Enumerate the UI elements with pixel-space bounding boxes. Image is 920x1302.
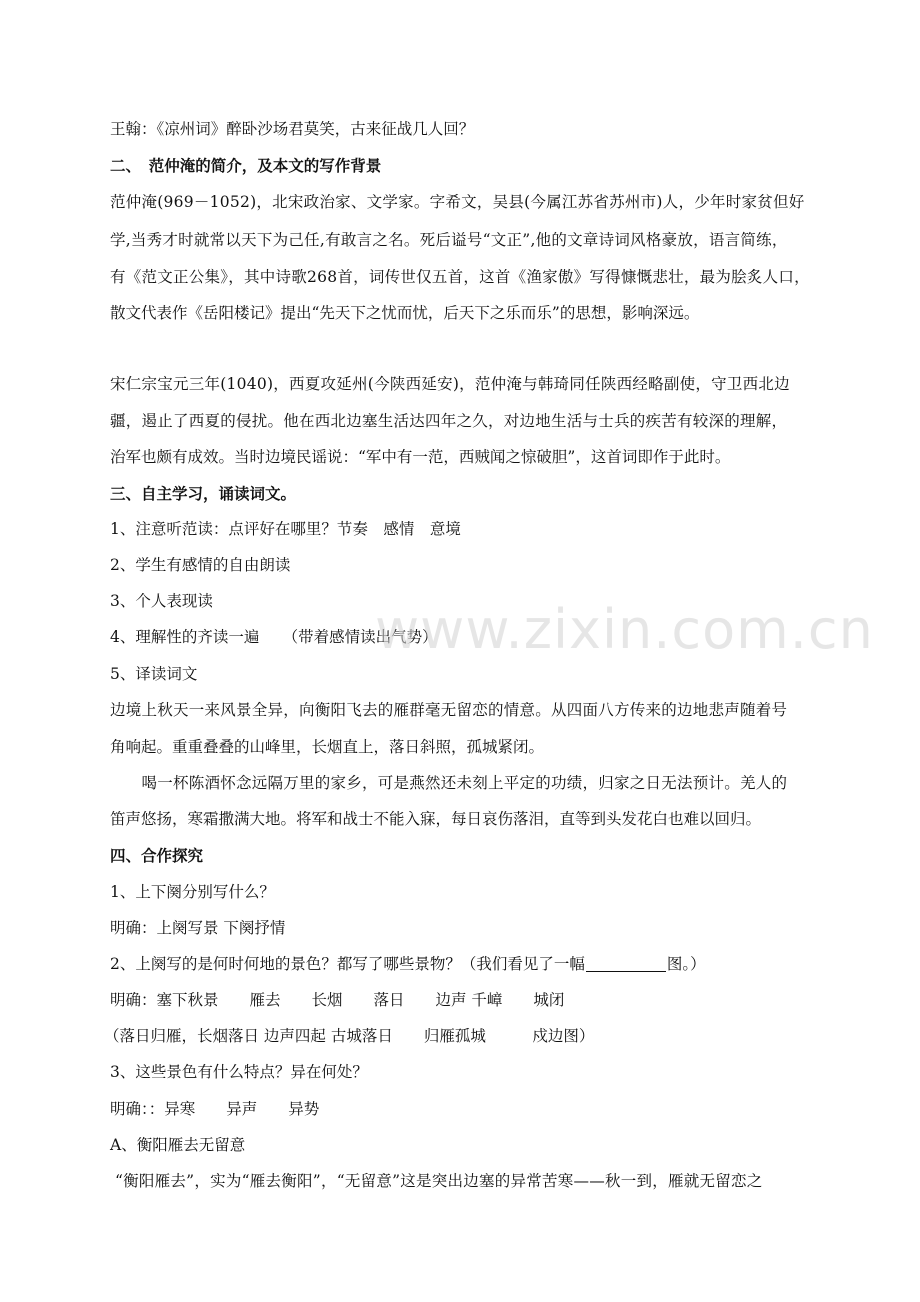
background-paragraph-line: 治军也颇有成效。当时边境民谣说：“军中有一范，西贼闻之惊破胆”，这首词即作于此时。 [110, 448, 731, 466]
list-item: 2、学生有感情的自由朗读 [110, 556, 291, 574]
list-item: 3、个人表现读 [110, 592, 213, 610]
question-2-end: 图。） [666, 955, 706, 973]
analysis-line: “衡阳雁去”，实为“雁去衡阳”，“无留意”这是突出边塞的异常苦寒——秋一到，雁就无留恋之 [115, 1172, 763, 1190]
list-item: 4、理解性的齐读一遍 （带着感情读出气势） [110, 628, 438, 646]
answer-2: 明确：塞下秋景 雁去 长烟 落日 边声 千嶂 城闭 [110, 991, 565, 1009]
bio-paragraph-line: 散文代表作《岳阳楼记》提出“先天下之忧而忧，后天下之乐而乐”的思想，影响深远。 [110, 304, 700, 322]
background-paragraph-line: 宋仁宗宝元三年(1040)，西夏攻延州(今陕西延安)，范仲淹与韩琦同任陕西经略副使，守卫西北边 [110, 375, 790, 393]
translation-line: 角响起。重重叠叠的山峰里，长烟直上，落日斜照，孤城紧闭。 [110, 738, 545, 756]
answer-2-note: （落日归雁，长烟落日 边声四起 古城落日 归雁孤城 戍边图） [104, 1027, 595, 1045]
bio-paragraph-line: 范仲淹(969－1052)，北宋政治家、文学家。字希文，吴县(今属江苏省苏州市)人，少年时家贫但好 [110, 193, 805, 211]
question-2 [110, 953, 706, 975]
text-line: 王翰：《凉州词》醉卧沙场君莫笑，古来征战几人回？ [110, 120, 475, 138]
bio-paragraph-line: 学,当秀才时就常以天下为己任,有敢言之名。死后谥号“文正”,他的文章诗词风格豪放，语言简练， [110, 231, 788, 249]
bio-paragraph-line: 有《范文正公集》，其中诗歌268首，词传世仅五首，这首《渔家傲》写得慷慨悲壮，最为脍炙人口， [110, 268, 810, 286]
question-3: 3、这些景色有什么特点？异在何处？ [110, 1063, 368, 1081]
translation-line: 边境上秋天一来风景全异，向衡阳飞去的雁群毫无留恋的情意。从四面八方传来的边地悲声随着号 [110, 701, 788, 719]
fill-in-blank [586, 955, 666, 972]
watermark: www.zixin.com.cn [375, 598, 874, 661]
section-heading-3: 三、自主学习，诵读词文。 [110, 484, 297, 503]
answer-1: 明确：上阕写景 下阕抒情 [110, 919, 286, 937]
subheading-a: A、衡阳雁去无留意 [110, 1136, 246, 1154]
question-1: 1、上下阕分别写什么？ [110, 883, 275, 901]
question-2-text: 2、上阕写的是何时何地的景色？都写了哪些景物？（我们看见了一幅 [110, 955, 585, 973]
translation-line: 笛声悠扬，寒霜撒满大地。将军和战士不能入寐，每日哀伤落泪，直等到头发花白也难以回归。 [110, 810, 762, 828]
answer-3: 明确：：异寒 异声 异势 [110, 1100, 320, 1118]
background-paragraph-line: 疆，遏止了西夏的侵扰。他在西北边塞生活达四年之久，对边地生活与士兵的疾苦有较深的理解， [110, 412, 788, 430]
list-item: 1、注意听范读：点评好在哪里？节奏 感情 意境 [110, 520, 461, 538]
list-item: 5、译读词文 [110, 665, 198, 683]
section-heading-4: 四、合作探究 [110, 846, 204, 865]
section-heading-2: 二、 范仲淹的简介，及本文的写作背景 [110, 156, 382, 175]
translation-line: 喝一杯陈酒怀念远隔万里的家乡，可是燕然还未刻上平定的功绩，归家之日无法预计。羌人的 [110, 774, 788, 792]
